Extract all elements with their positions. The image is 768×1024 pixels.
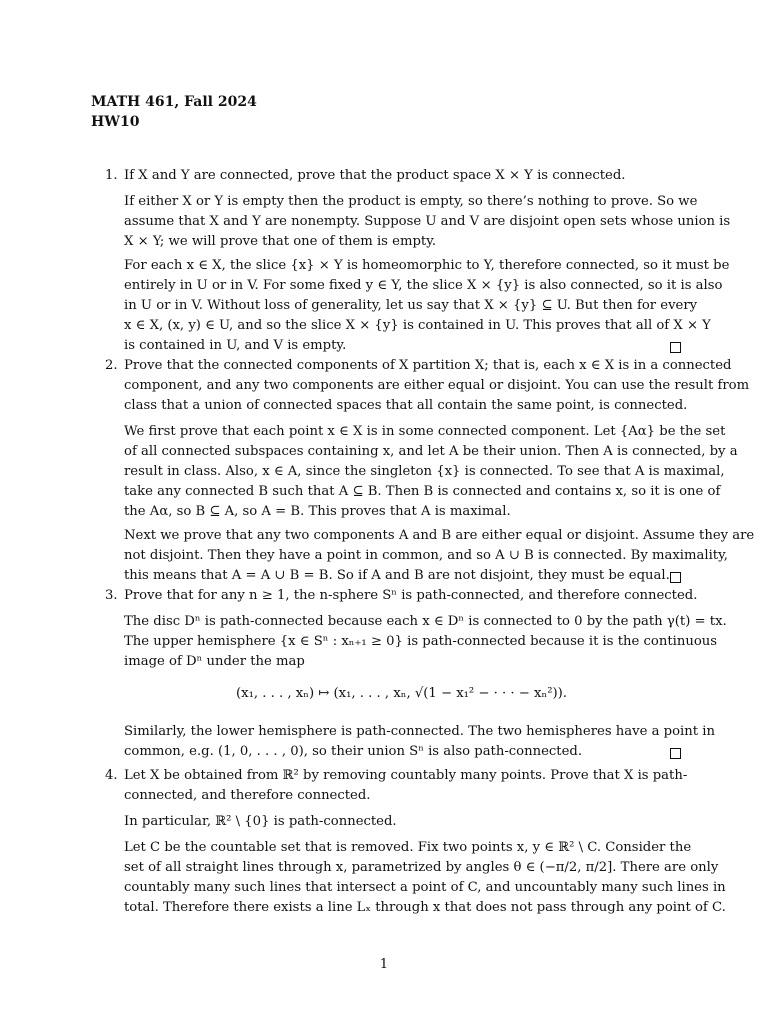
statement-line: Prove that the connected components of X partition X; that is, each x ∈ X is in a connected <box>124 358 732 373</box>
text-line: countably many such lines that intersect a point of C, and uncountably many such lines in <box>124 880 726 895</box>
solution-paragraph <box>124 422 738 522</box>
text-line: in U or in V. Without loss of generality, let us say that X × {y} ⊆ U. But then for every <box>124 298 698 313</box>
solution-paragraph <box>124 722 715 762</box>
display-equation-wrap <box>124 684 679 708</box>
text-line: total. Therefore there exists a line Lₓ through x that does not pass through any point of C. <box>124 900 726 915</box>
solution-paragraph <box>124 612 727 672</box>
statement-line: Let X be obtained from ℝ² by removing countably many points. Prove that X is path- <box>124 768 688 783</box>
text-line: x ∈ X, (x, y) ∈ U, and so the slice X × {y} is contained in U. This proves that all of X × Y <box>124 318 711 333</box>
problem-statement <box>124 166 679 186</box>
text-line: For each x ∈ X, the slice {x} × Y is homeomorphic to Y, therefore connected, so it must be <box>124 258 730 273</box>
text-line: is contained in U, and V is empty. <box>124 338 347 353</box>
assignment-title: HW10 <box>91 114 140 130</box>
text-line: assume that X and Y are nonempty. Suppose U and V are disjoint open sets whose union is <box>124 214 731 229</box>
problem-number: 2. <box>105 358 118 373</box>
text-line: of all connected subspaces containing x, and let A be their union. Then A is connected, by a <box>124 444 738 459</box>
solution-paragraph <box>124 812 679 832</box>
qed-square <box>670 572 681 583</box>
text-line: common, e.g. (1, 0, . . . , 0), so their union Sⁿ is also path-connected. <box>124 744 583 759</box>
text-line: image of Dⁿ under the map <box>124 654 305 669</box>
text-line: entirely in U or in V. For some fixed y ∈ Y, the slice X × {y} is also connected, so it is also <box>124 278 723 293</box>
document-header <box>91 92 257 132</box>
text-line: set of all straight lines through x, parametrized by angles θ ∈ (−π/2, π/2]. There are only <box>124 860 719 875</box>
statement-line: If X and Y are connected, prove that the product space X × Y is connected. <box>124 168 626 183</box>
text-line: Similarly, the lower hemisphere is path-connected. The two hemispheres have a point in <box>124 724 715 739</box>
qed-square <box>670 748 681 759</box>
solution-paragraph <box>124 838 726 918</box>
statement-line: class that a union of connected spaces that all contain the same point, is connected. <box>124 398 688 413</box>
solution-paragraph <box>124 192 731 252</box>
solution-paragraph <box>124 526 755 586</box>
text-line: X × Y; we will prove that one of them is empty. <box>124 234 437 249</box>
display-equation: (x₁, . . . , xₙ) ↦ (x₁, . . . , xₙ, √(1 − x₁² − · · · − xₙ²)). <box>236 686 567 701</box>
problem-number: 3. <box>105 588 118 603</box>
text-line: this means that A = A ∪ B = B. So if A and B are not disjoint, they must be equal. <box>124 568 670 583</box>
text-line: result in class. Also, x ∈ A, since the singleton {x} is connected. To see that A is maximal, <box>124 464 725 479</box>
text-line: We first prove that each point x ∈ X is in some connected component. Let {Aα} be the set <box>124 424 726 439</box>
text-line: The upper hemisphere {x ∈ Sⁿ : xₙ₊₁ ≥ 0} is path-connected because it is the continuous <box>124 634 718 649</box>
problem-statement <box>124 586 698 606</box>
text-line: the Aα, so B ⊆ A, so A = B. This proves that A is maximal. <box>124 504 511 519</box>
solution-paragraph <box>124 256 730 356</box>
problem-number: 4. <box>105 768 118 783</box>
text-line: Next we prove that any two components A and B are either equal or disjoint. Assume they are <box>124 528 755 543</box>
qed-square <box>670 342 681 353</box>
page-number: 1 <box>379 957 389 972</box>
text-line: The disc Dⁿ is path-connected because each x ∈ Dⁿ is connected to 0 by the path γ(t) = tx. <box>124 614 727 629</box>
text-line: take any connected B such that A ⊆ B. Then B is connected and contains x, so it is one of <box>124 484 721 499</box>
text-line: In particular, ℝ² \ {0} is path-connected. <box>124 814 397 829</box>
problem-statement <box>124 766 688 806</box>
text-line: Let C be the countable set that is removed. Fix two points x, y ∈ ℝ² \ C. Consider the <box>124 840 692 855</box>
statement-line: component, and any two components are either equal or disjoint. You can use the result from <box>124 378 750 393</box>
course-title: MATH 461, Fall 2024 <box>91 94 257 110</box>
text-line: If either X or Y is empty then the product is empty, so there’s nothing to prove. So we <box>124 194 698 209</box>
statement-line: connected, and therefore connected. <box>124 788 371 803</box>
text-line: not disjoint. Then they have a point in common, and so A ∪ B is connected. By maximality, <box>124 548 728 563</box>
statement-line: Prove that for any n ≥ 1, the n-sphere Sⁿ is path-connected, and therefore connected. <box>124 588 698 603</box>
problem-statement <box>124 356 750 416</box>
problem-number: 1. <box>105 168 118 183</box>
